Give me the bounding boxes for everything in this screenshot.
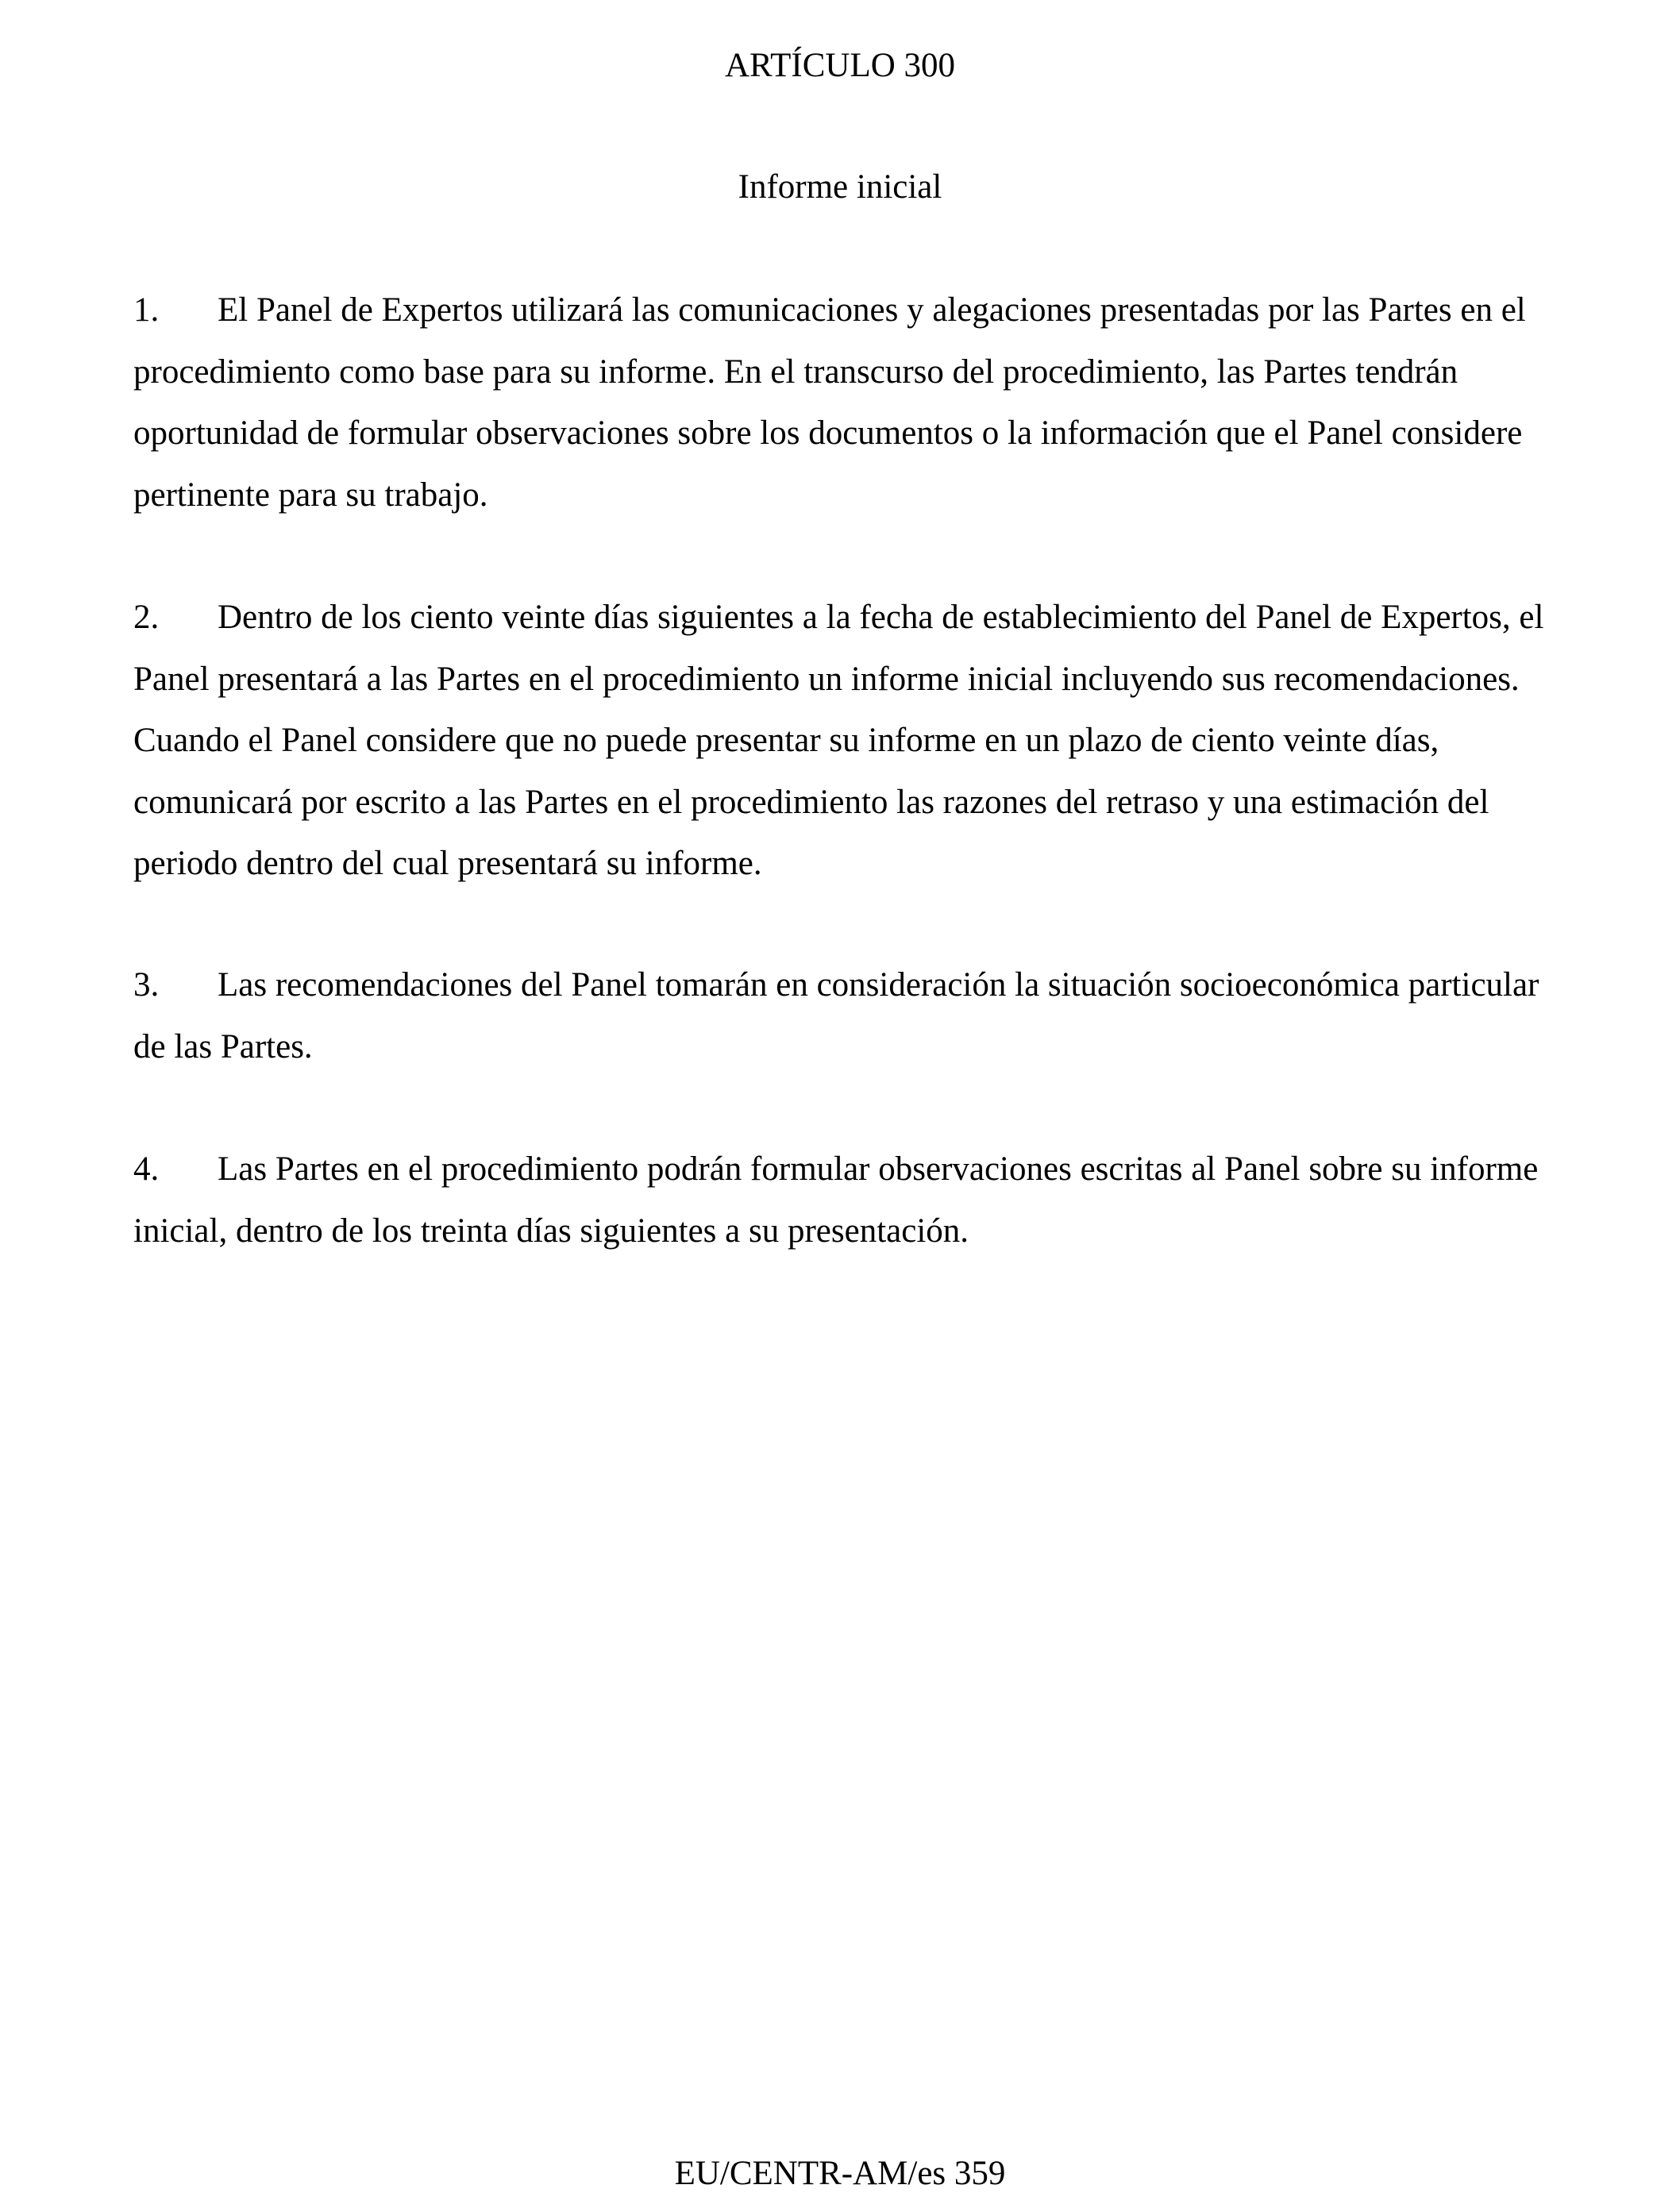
paragraph-3	[133, 954, 1555, 1077]
paragraph-number: 3.	[133, 966, 160, 1004]
paragraph-2	[133, 587, 1555, 895]
paragraph-number: 4.	[133, 1150, 160, 1188]
article-subtitle: Informe inicial	[738, 168, 942, 206]
document-reference-footer: EU/CENTR-AM/es 359	[674, 2155, 1006, 2192]
paragraph-text: El Panel de Expertos utilizará las comunicaciones y alegaciones presentadas por las Partes en el procedimiento como base para su informe. En el transcurso del procedimiento, las Partes tendrán oportunidad de formular observaciones sobre los documentos o la información que el Panel considere pertinente para su trabajo.	[133, 291, 1526, 514]
paragraph-text: Dentro de los ciento veinte días siguientes a la fecha de establecimiento del Panel de Expertos, el Panel presentará a las Partes en el procedimiento un informe inicial incluyendo sus recomendaciones. Cuando el Panel considere que no puede presentar su informe en un plazo de ciento veinte días, comunicará por escrito a las Partes en el procedimiento las razones del retraso y una estimación del periodo dentro del cual presentará su informe.	[133, 599, 1544, 882]
paragraph-number: 2.	[133, 599, 160, 636]
paragraph-number: 1.	[133, 291, 160, 329]
article-title: ARTÍCULO 300	[724, 47, 956, 84]
paragraph-text: Las recomendaciones del Panel tomarán en consideración la situación socioeconómica particular de las Partes.	[133, 966, 1539, 1065]
paragraph-1	[133, 279, 1555, 526]
paragraph-text: Las Partes en el procedimiento podrán formular observaciones escritas al Panel sobre su informe inicial, dentro de los treinta días siguientes a su presentación.	[133, 1150, 1539, 1250]
paragraph-4	[133, 1139, 1555, 1262]
